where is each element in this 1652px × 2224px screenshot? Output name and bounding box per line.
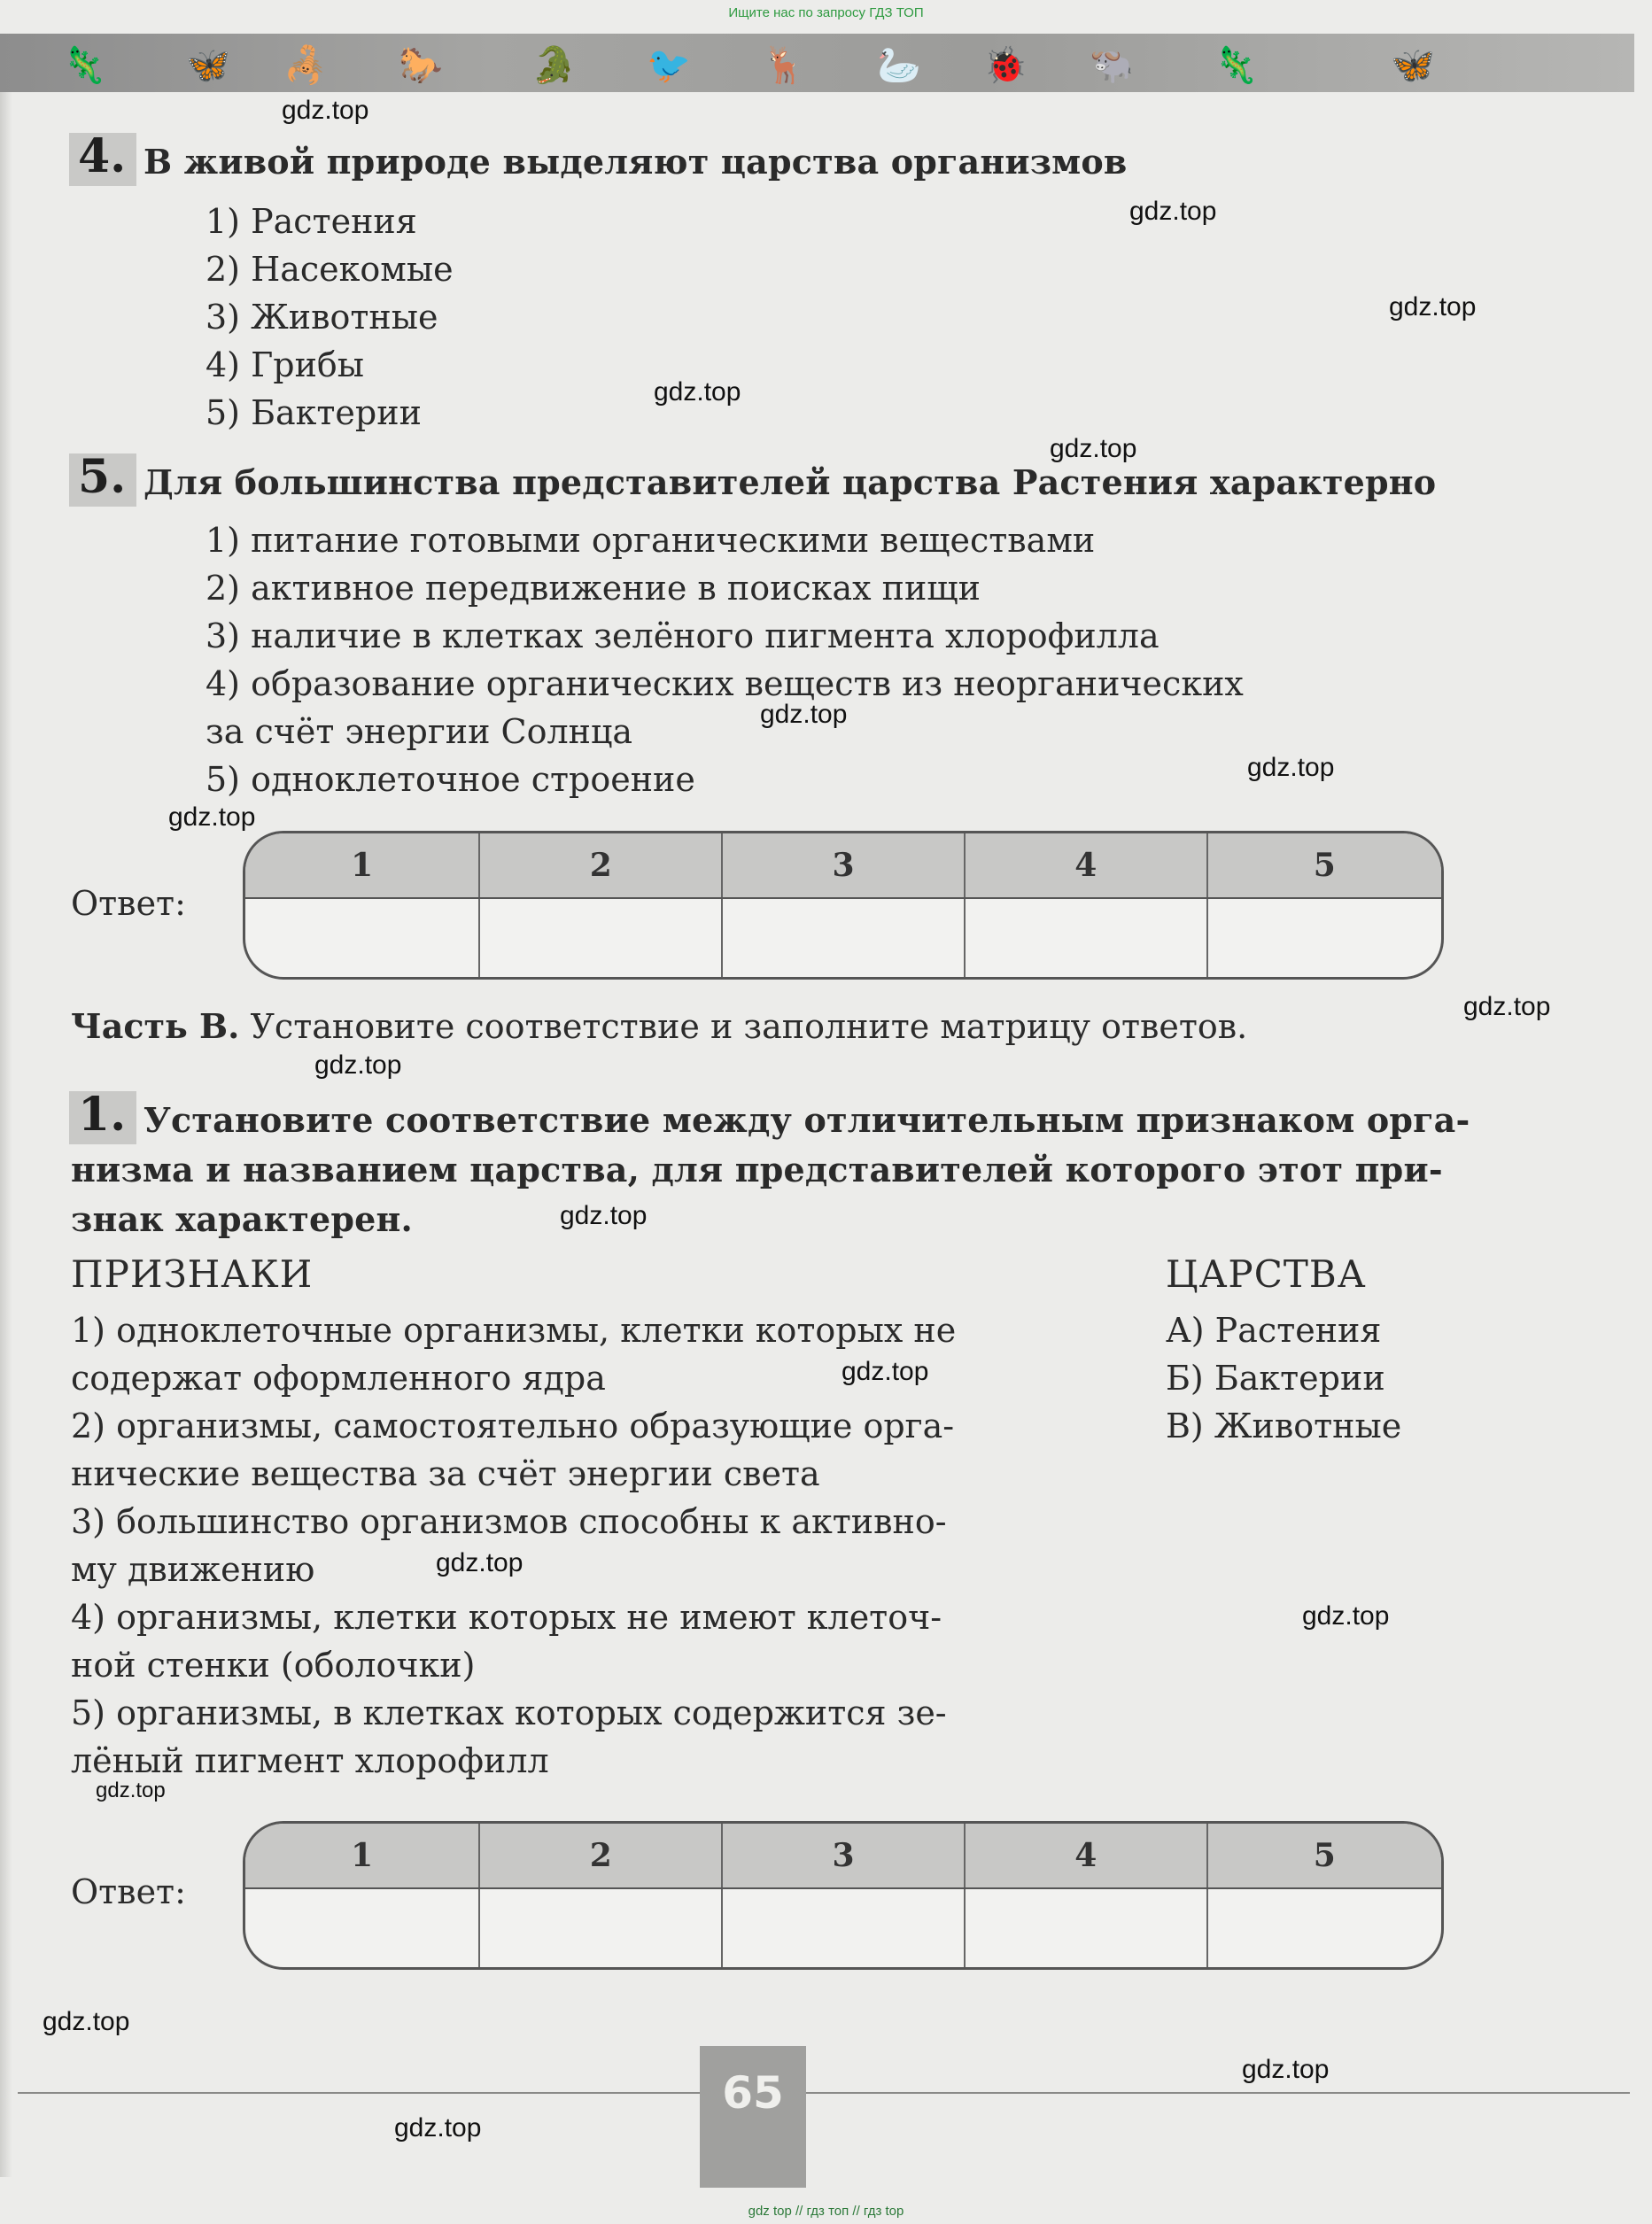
answer-cell[interactable] [1207,898,1441,977]
question-4-title: В живой природе выделяют царства организмов [143,142,1128,182]
watermark: gdz.top [1389,292,1477,322]
question-5-title: Для большинства представителей царства Растения характерно [143,462,1437,502]
feature-line: 5) организмы, в клетках которых содержится зе- [71,1693,947,1732]
kingdoms-header: ЦАРСТВА [1166,1252,1367,1296]
question-5-number: 5. [78,450,127,504]
answer-cell[interactable] [1207,1888,1441,1967]
scorpion-icon: 🦂 [283,45,328,86]
animal-banner [0,34,1634,92]
feature-line: 4) организмы, клетки которых не имеют клеточ- [71,1598,942,1637]
beetle-icon: 🐞 [983,45,1028,86]
answer-cell[interactable] [965,1888,1207,1967]
page-edge-shadow [0,34,12,2177]
footer-rule [806,2092,1630,2094]
feature-line: нические вещества за счёт энергии света [71,1454,820,1493]
answer-cell[interactable] [245,898,479,977]
watermark: gdz.top [1129,197,1217,226]
kingdom-item: А) Растения [1166,1311,1382,1350]
answer-label: Ответ: [71,884,186,923]
butterfly-icon: 🦋 [186,45,230,86]
bird-icon: 🐦 [647,45,691,86]
butterfly-icon: 🦋 [1391,45,1435,86]
feature-line: му движению [71,1550,315,1589]
answer-cell[interactable] [722,898,965,977]
watermark: gdz.top [1242,2055,1330,2084]
page-number: 65 [722,2067,784,2119]
question-4-option: 4) Грибы [206,345,365,384]
lizard-icon: 🦎 [62,45,106,86]
part-b-text: Установите соответствие и заполните матрицу ответов. [250,1007,1248,1046]
watermark: gdz.top [394,2113,482,2143]
watermark: gdz.top [560,1201,648,1230]
answer-column-header: 2 [479,833,722,898]
watermark: gdz.top [842,1357,929,1386]
deer-icon: 🦌 [762,45,806,86]
b1-title-line: низма и названием царства, для представителей которого этот при- [71,1150,1443,1189]
watermark: gdz.top [1247,753,1335,782]
bison-icon: 🐃 [1090,45,1134,86]
gecko-icon: 🦎 [1214,45,1258,86]
question-4-option: 3) Животные [206,298,438,337]
feature-line: 2) организмы, самостоятельно образующие орга- [71,1406,955,1445]
question-4-option: 5) Бактерии [206,393,422,432]
watermark: gdz.top [760,700,848,729]
watermark: gdz.top [314,1050,402,1080]
answer-cell[interactable] [245,1888,479,1967]
answer-column-header: 3 [722,833,965,898]
b1-number: 1. [78,1088,127,1142]
horse-icon: 🐎 [399,45,443,86]
question-5-option: 2) активное передвижение в поисках пищи [206,569,981,608]
watermark: gdz.top [43,2007,130,2036]
answer-column-header: 5 [1207,1824,1441,1888]
b1-title-line: знак характерен. [71,1199,413,1239]
answer-column-header: 5 [1207,833,1441,898]
footer-rule [18,2092,700,2094]
kingdom-item: В) Животные [1166,1406,1402,1445]
answer-cell[interactable] [479,898,722,977]
answer-cell[interactable] [722,1888,965,1967]
question-4-option: 1) Растения [206,202,417,241]
watermark: gdz.top [1302,1601,1390,1631]
question-4-option: 2) Насекомые [206,250,454,289]
feature-line: лёный пигмент хлорофилл [71,1741,549,1780]
watermark: gdz.top [282,96,369,125]
answer-grid-b1 [243,1821,1444,1970]
watermark: gdz.top [1050,434,1137,463]
watermark: gdz.top [1463,992,1551,1021]
answer-column-header: 1 [245,833,479,898]
answer-column-header: 3 [722,1824,965,1888]
answer-column-header: 1 [245,1824,479,1888]
feature-line: ной стенки (оболочки) [71,1646,476,1685]
b1-title-line: Установите соответствие между отличительным признаком орга- [143,1100,1470,1140]
part-b-label: Часть В. [71,1006,240,1046]
features-header: ПРИЗНАКИ [71,1252,314,1296]
watermark: gdz.top [96,1778,166,1802]
watermark: gdz.top [436,1548,524,1577]
question-5-option: 4) образование органических веществ из неорганических [206,664,1244,703]
answer-grid-q5 [243,831,1444,980]
answer-column-header: 4 [965,833,1207,898]
question-5-option: за счёт энергии Солнца [206,712,633,751]
watermark: gdz.top [168,802,256,832]
answer-label: Ответ: [71,1872,186,1911]
feature-line: 3) большинство организмов способны к активно- [71,1502,947,1541]
question-5-option: 3) наличие в клетках зелёного пигмента хлорофилла [206,616,1160,655]
answer-cell[interactable] [965,898,1207,977]
question-5-option: 5) одноклеточное строение [206,760,695,799]
page-number-tab [700,2046,806,2188]
heron-icon: 🦢 [877,45,921,86]
question-5-option: 1) питание готовыми органическими веществами [206,521,1096,560]
footer-note: gdz top // гдз топ // гдз top [748,2204,904,2219]
top-note: Ищите нас по запросу ГДЗ ТОП [728,5,924,20]
question-4-number: 4. [78,129,127,183]
feature-line: 1) одноклеточные организмы, клетки которых не [71,1311,957,1350]
answer-column-header: 2 [479,1824,722,1888]
watermark: gdz.top [654,377,741,407]
part-b-heading [71,1006,1247,1046]
answer-column-header: 4 [965,1824,1207,1888]
answer-cell[interactable] [479,1888,722,1967]
feature-line: содержат оформленного ядра [71,1359,606,1398]
kingdom-item: Б) Бактерии [1166,1359,1385,1398]
crocodile-icon: 🐊 [531,45,576,86]
